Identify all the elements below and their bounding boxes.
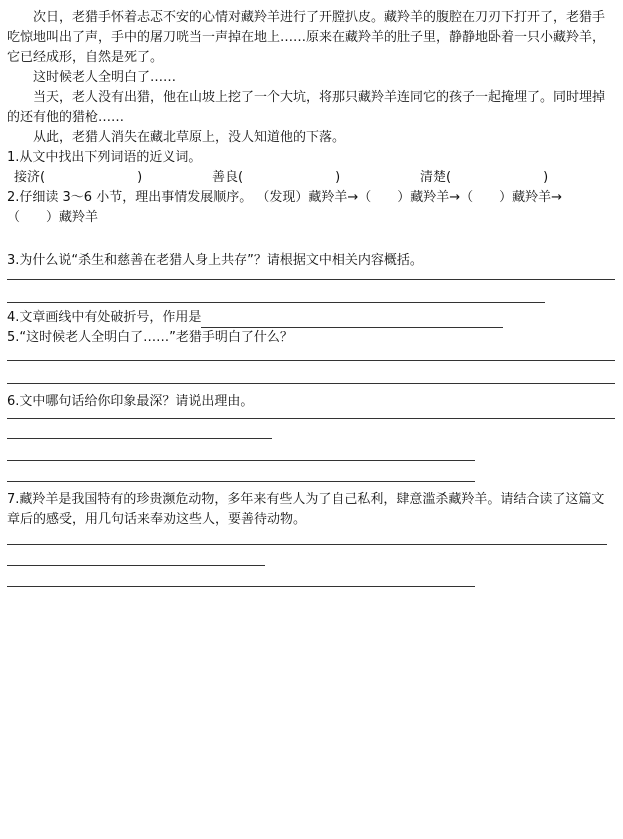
- question-3-text: 3.为什么说“杀生和慈善在老猎人身上共存”？请根据文中相关内容概括。: [7, 253, 423, 268]
- passage-paragraph-2: 这时候老人全明白了……: [33, 70, 177, 85]
- synonym-blank-1[interactable]: 接济( ): [14, 170, 143, 185]
- question-5-text: 5.“这时候老人全明白了……”老猎手明白了什么？: [7, 330, 293, 345]
- question-1-blanks: [7, 168, 615, 188]
- worksheet: [7, 8, 615, 587]
- question-1-text: 1.从文中找出下列词语的近义词。: [7, 150, 202, 165]
- question-2-line-2: （ ）藏羚羊: [7, 210, 99, 225]
- question-6-text: 6.文中哪句话给你印象最深？请说出理由。: [7, 394, 254, 409]
- answer-line-4[interactable]: [201, 313, 503, 328]
- synonym-blank-2[interactable]: 善良( ): [212, 170, 341, 185]
- passage-paragraph-1: 次日，老猎手怀着忐忑不安的心情对藏羚羊进行了开膛扒皮。藏羚羊的腹腔在刀刃下打开了，老猎手吃惊地叫出了声，手中的屠刀咣当一声掉在地上……原来在藏羚羊的肚子里，静静地卧着一只小藏羚羊，它已经成形，自然是死了。: [7, 10, 606, 65]
- answer-line-7c[interactable]: [7, 586, 475, 587]
- question-4-text: 4.文章画线中有处破折号，作用是: [7, 310, 202, 325]
- question-2-line-1: 2.仔细读 3～6 小节，理出事情发展顺序。 （发现）藏羚羊→（ ）藏羚羊→（ ）藏羚羊→: [7, 190, 563, 205]
- question-4: [7, 308, 615, 328]
- question-7-text: 7.藏羚羊是我国特有的珍贵濒危动物，多年来有些人为了自己私利，肆意滥杀藏羚羊。请结合读了这篇文章后的感受，用几句话来奉劝这些人，要善待动物。: [7, 492, 605, 527]
- synonym-blank-3[interactable]: 清楚( ): [420, 170, 549, 185]
- passage-paragraph-3: 当天，老人没有出猎，他在山坡上挖了一个大坑，将那只藏羚羊连同它的孩子一起掩埋了。同时埋掉的还有他的猎枪……: [7, 90, 606, 125]
- passage-paragraph-4: 从此，老猎人消失在藏北草原上，没人知道他的下落。: [33, 130, 346, 145]
